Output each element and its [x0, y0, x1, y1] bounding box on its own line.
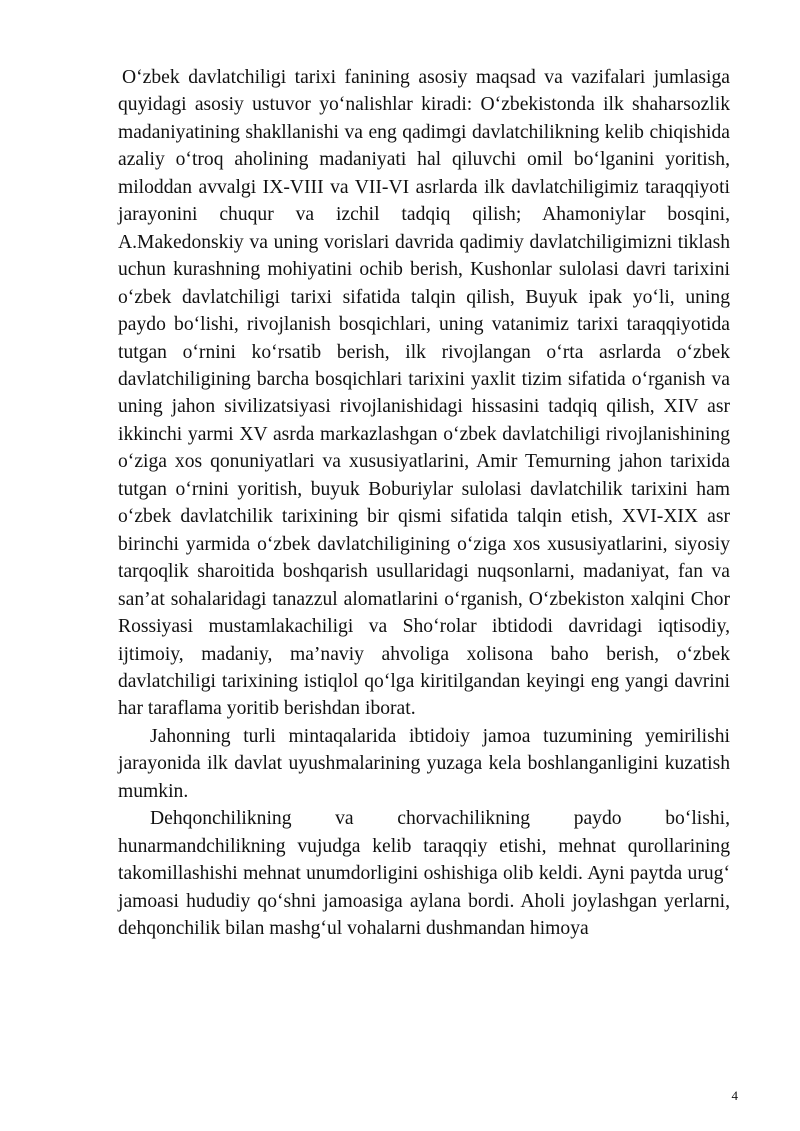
paragraph-2: Jahonning turli mintaqalarida ibtidoiy jamoa tuzumining yemirilishi jarayonida ilk davlat uyushmalarining yuzaga kela boshlanganligini kuzatish mumkin.: [118, 725, 730, 802]
paragraph-1: O‘zbek davlatchiligi tarixi fanining asosiy maqsad va vazifalari jumlasiga quyidagi asosiy ustuvor yo‘nalishlar kiradi: O‘zbekistonda ilk shaharsozlik madaniyatining shakllanishi va eng qadimgi davlatchilikning kelib chiqishida azaliy o‘troq aholining madaniyati hal qiluvchi omil bo‘lganini yoritish, miloddan avvalgi IX-VIII va VII-VI asrlarda ilk davlatchiligimiz taraqqiyoti jarayonini chuqur va izchil tadqiq qilish; Ahamoniylar bosqini, A.Makedonskiy va uning vorislari davrida qadimiy davlatchiligimizni tiklash uchun kurashning mohiyatini ochib berish, Kushonlar sulolasi davri tarixini o‘zbek davlatchiligi tarixi sifatida talqin qilish, Buyuk ipak yo‘li, uning paydo bo‘lishi, rivojlanish bosqichlari, uning vatanimiz tarixi taraqqiyotida tutgan o‘rnini ko‘rsatib berish, ilk rivojlangan o‘rta asrlarda o‘zbek davlatchiligining barcha bosqichlari tarixini yaxlit tizim sifatida o‘rganish va uning jahon sivilizatsiyasi rivojlanishidagi hissasini tadqiq qilish, XIV asr ikkinchi yarmi XV asrda markazlashgan o‘zbek davlatchiligi rivojlanishining o‘ziga xos qonuniyatlari va xususiyatlarini, Amir Temurning jahon tarixida tutgan o‘rnini yoritish, buyuk Boburiylar sulolasi davlatchilik tarixini ham o‘zbek davlatchilik tarixining bir qismi sifatida talqin etish, XVI-XIX asr birinchi yarmida o‘zbek davlatchiligining o‘ziga xos xususiyatlarini, siyosiy tarqoqlik sharoitida boshqarish usullaridagi nuqsonlarni, madaniyat, fan va san’at sohalaridagi tanazzul alomatlarini o‘rganish, O‘zbekiston xalqini Chor Rossiyasi mustamlakachiligi va Sho‘rolar ibtidodi davridagi iqtisodiy, ijtimoiy, madaniy, ma’naviy ahvoliga xolisona baho berish, o‘zbek davlatchiligi tarixining istiqlol qo‘lga kiritilgandan keyingi eng yangi davrini har taraflama yoritib berishdan iborat.: [118, 67, 730, 720]
body-text: [118, 64, 730, 943]
page-number: 4: [731, 1088, 738, 1103]
paragraph-3: Dehqonchilikning va chorvachilikning paydo bo‘lishi, hunarmandchilikning vujudga kelib taraqqiy etishi, mehnat qurollarining takomillashishi mehnat unumdorligini oshishiga olib keldi. Ayni paytda urug‘ jamoasi hududiy qo‘shni jamoasiga aylana bordi. Aholi joylashgan yerlarni, dehqonchilik bilan mashg‘ul vohalarni dushmandan himoya: [118, 808, 730, 940]
